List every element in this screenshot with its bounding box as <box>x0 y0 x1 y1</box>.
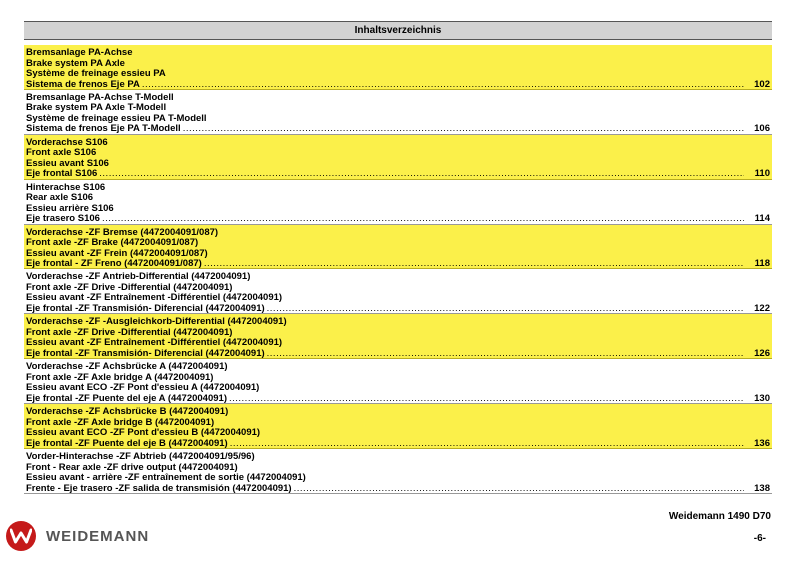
dot-leader <box>204 259 744 270</box>
entry-title-en: Front axle -ZF Axle bridge B (4472004091) <box>26 416 215 428</box>
entry-title-fr: Essieu avant ECO -ZF Pont d'essieu B (4472004091) <box>26 427 261 439</box>
entry-title-en: Front axle -ZF Drive -Differential (4472004091) <box>26 281 233 293</box>
entry-page-number: 114 <box>754 213 770 225</box>
entry-title-fr: Essieu avant S106 <box>26 157 109 169</box>
dot-leader <box>267 349 744 360</box>
entry-title-de: Vorderachse -ZF Bremse (4472004091/087) <box>26 226 219 238</box>
dot-leader <box>267 304 744 315</box>
entry-title-fr: Système de freinage essieu PA <box>26 68 166 79</box>
weidemann-w-icon <box>6 521 36 551</box>
entry-title-es: Sistema de frenos Eje PA T-Modell <box>26 123 181 135</box>
entry-title-en: Rear axle S106 <box>26 192 94 204</box>
entry-title-en: Brake system PA Axle <box>26 57 125 69</box>
entry-title-es: Eje frontal -ZF Puente del eje B (4472004091) <box>26 437 228 449</box>
entry-page-number: 118 <box>754 258 770 270</box>
dot-leader <box>102 214 744 225</box>
entry-title-es: Sistema de frenos Eje PA <box>26 78 140 90</box>
entry-title-de: Vorderachse S106 <box>26 136 108 148</box>
page-number: -6- <box>753 533 766 544</box>
entry-title-en: Front axle -ZF Axle bridge A (4472004091) <box>26 371 214 383</box>
entry-page-number: 138 <box>754 482 770 494</box>
entry-title-de: Vorderachse -ZF -Ausgleichkorb-Differential (4472004091) <box>26 316 287 328</box>
entry-page-number: 106 <box>754 123 770 135</box>
dot-leader <box>99 169 744 180</box>
toc-entry[interactable] <box>24 180 772 225</box>
entry-page-number: 136 <box>754 437 770 449</box>
entry-page-number: 126 <box>754 347 770 359</box>
entry-title-en: Front - Rear axle -ZF drive output (4472004091) <box>26 461 238 473</box>
dot-leader <box>229 394 744 405</box>
table-of-contents <box>24 45 772 494</box>
entry-title-fr: Essieu arrière S106 <box>26 202 114 214</box>
dot-leader <box>294 484 744 495</box>
toc-entry[interactable] <box>24 359 772 404</box>
entry-title-es: Eje trasero S106 <box>26 213 100 225</box>
toc-entry[interactable] <box>24 404 772 449</box>
entry-title-en: Front axle S106 <box>26 147 97 159</box>
entry-title-de: Vorderachse -ZF Achsbrücke A (4472004091) <box>26 361 228 373</box>
brand-name: WEIDEMANN <box>46 527 150 545</box>
model-name: Weidemann 1490 D70 <box>668 511 771 522</box>
entry-title-de: Bremsanlage PA-Achse T-Modell <box>26 91 174 103</box>
page-header: Inhaltsverzeichnis <box>24 21 772 40</box>
entry-title-en: Front axle -ZF Brake (4472004091/087) <box>26 237 199 249</box>
entry-title-de: Hinterachse S106 <box>26 181 106 193</box>
entry-title-fr: Système de freinage essieu PA T-Modell <box>26 112 207 124</box>
entry-title-fr: Essieu avant -ZF Entraînement -Différentiel (4472004091) <box>26 292 283 304</box>
entry-title-fr: Essieu avant ECO -ZF Pont d'essieu A (4472004091) <box>26 382 260 394</box>
entry-title-es: Eje frontal -ZF Puente del eje A (4472004091) <box>26 392 227 404</box>
dot-leader <box>230 439 744 450</box>
entry-page-number: 110 <box>754 168 770 180</box>
entry-title-es: Eje frontal -ZF Transmisión- Diferencial (4472004091) <box>26 302 265 314</box>
entry-page-number: 130 <box>754 392 770 404</box>
dot-leader <box>142 80 744 91</box>
toc-entry[interactable] <box>24 225 772 270</box>
entry-title-fr: Essieu avant -ZF Entraînement -Différentiel (4472004091) <box>26 337 283 349</box>
toc-entry[interactable] <box>24 449 772 494</box>
dot-leader <box>183 124 744 135</box>
entry-title-fr: Essieu avant -ZF Frein (4472004091/087) <box>26 247 208 259</box>
entry-title-en: Front axle -ZF Drive -Differential (4472004091) <box>26 326 233 338</box>
toc-entry[interactable] <box>24 314 772 359</box>
entry-title-es: Eje frontal S106 <box>26 168 98 180</box>
entry-title-de: Vorder-Hinterachse -ZF Abtrieb (4472004091/95/96) <box>26 451 255 463</box>
entry-title-es: Frente - Eje trasero -ZF salida de transmisión (4472004091) <box>26 482 292 494</box>
entry-title-fr: Essieu avant - arrière -ZF entraînement de sortie (4472004091) <box>26 472 306 484</box>
weidemann-logo <box>6 521 149 551</box>
toc-entry[interactable] <box>24 269 772 314</box>
entry-title-es: Eje frontal - ZF Freno (4472004091/087) <box>26 258 202 270</box>
entry-page-number: 122 <box>754 302 770 314</box>
toc-entry[interactable] <box>24 45 772 90</box>
entry-title-es: Eje frontal -ZF Transmisión- Diferencial (4472004091) <box>26 347 265 359</box>
entry-title-en: Brake system PA Axle T-Modell <box>26 102 167 114</box>
entry-page-number: 102 <box>754 78 770 90</box>
toc-entry[interactable] <box>24 135 772 180</box>
entry-title-de: Vorderachse -ZF Antrieb-Differential (4472004091) <box>26 271 251 283</box>
toc-entry[interactable] <box>24 90 772 135</box>
entry-title-de: Vorderachse -ZF Achsbrücke B (4472004091) <box>26 406 229 418</box>
entry-title-de: Bremsanlage PA-Achse <box>26 47 133 58</box>
